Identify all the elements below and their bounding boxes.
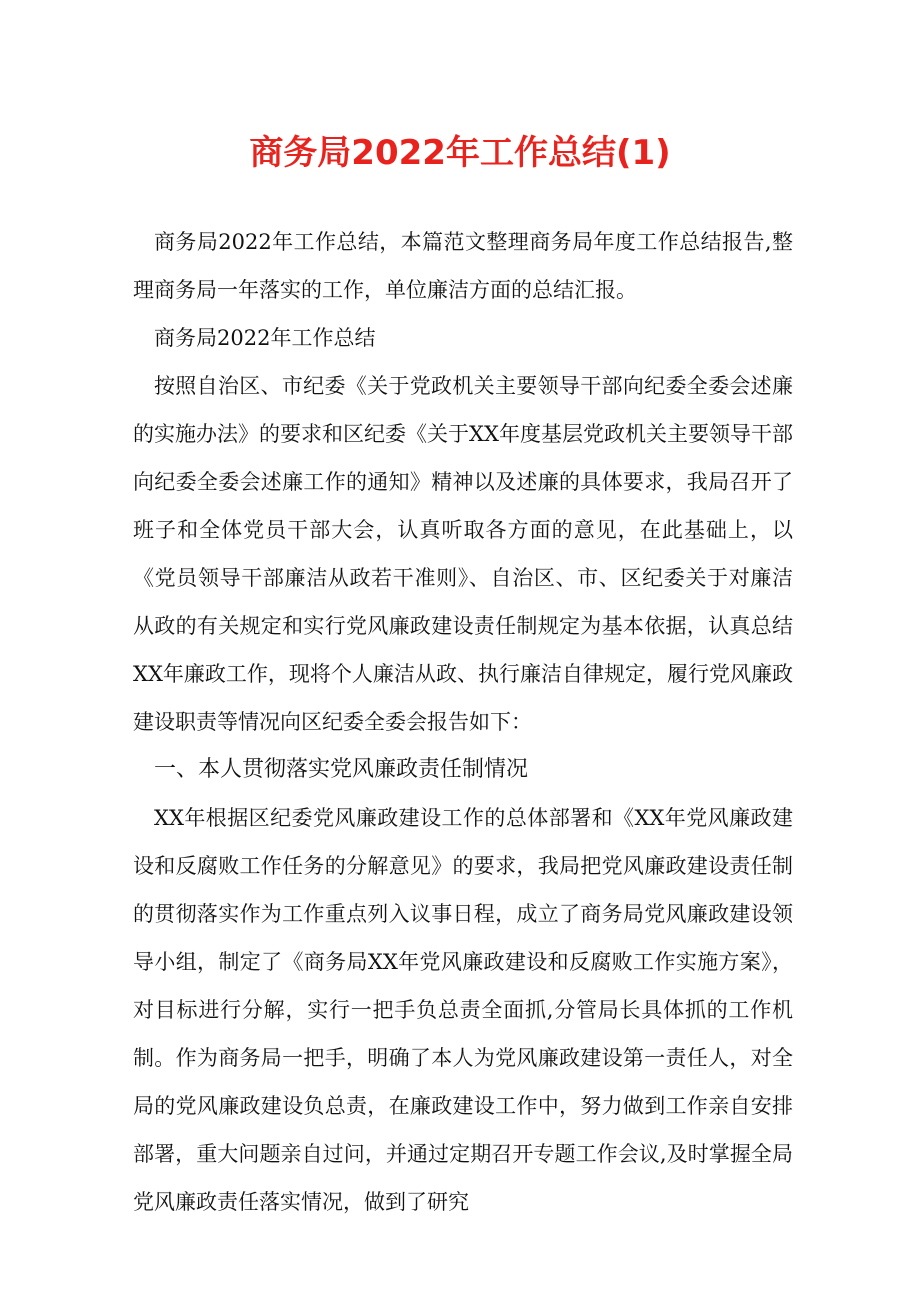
body-paragraph: XX年根据区纪委党风廉政建设工作的总体部署和《XX年党风廉政建设和反腐败工作任务的分解意见》的要求，我局把党风廉政建设责任制的贯彻落实作为工作重点列入议事日程，成立了商务局党风廉政建设领导小组，制定了《商务局XX年党风廉政建设和反腐败工作实施方案》，对目标进行分解，实行一把手负总责全面抓,分管局长具体抓的工作机制。作为商务局一把手，明确了本人为党风廉政建设第一责任人，对全局的党风廉政建设负总责，在廉政建设工作中，努力做到工作亲自安排部署，重大问题亲自过问，并通过定期召开专题工作会议,及时掌握全局党风廉政责任落实情况，做到了研究 <box>133 806 793 1214</box>
intro-paragraph: 商务局2022年工作总结，本篇范文整理商务局年度工作总结报告,整理商务局一年落实的工作，单位廉洁方面的总结汇报。 <box>133 230 793 302</box>
document-body <box>133 218 793 1226</box>
section-title: 商务局2022年工作总结 <box>154 326 376 350</box>
document-title: 商务局2022年工作总结(1) <box>249 133 671 173</box>
body-paragraph: 按照自治区、市纪委《关于党政机关主要领导干部向纪委全委会述廉的实施办法》的要求和区纪委《关于XX年度基层党政机关主要领导干部向纪委全委会述廉工作的通知》精神以及述廉的具体要求，我局召开了班子和全体党员干部大会，认真听取各方面的意见，在此基础上，以《党员领导干部廉洁从政若干准则》、自治区、市、区纪委关于对廉洁从政的有关规定和实行党风廉政建设责任制规定为基本依据，认真总结XX年廉政工作，现将个人廉洁从政、执行廉洁自律规定，履行党风廉政建设职责等情况向区纪委全委会报告如下： <box>133 374 793 734</box>
section-heading: 一、本人贯彻落实党风廉政责任制情况 <box>154 757 529 782</box>
